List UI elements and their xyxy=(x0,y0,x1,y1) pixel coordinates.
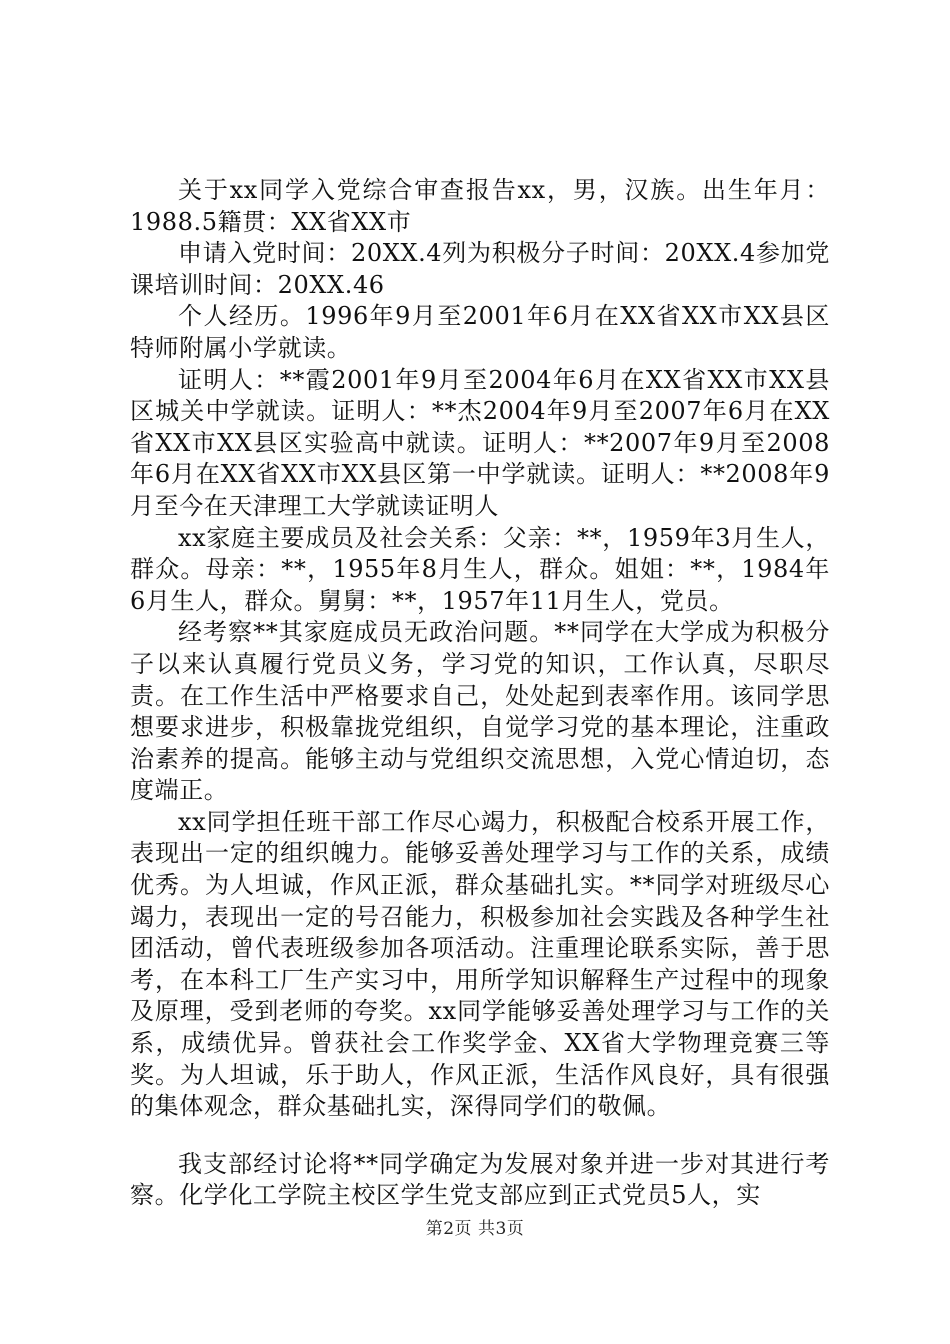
paragraph-performance: xx同学担任班干部工作尽心竭力，积极配合校系开展工作，表现出一定的组织魄力。能够妥善处理学习与工作的关系，成绩优秀。为人坦诚，作风正派，群众基础扎实。**同学对班级尽心竭力，表现出一定的号召能力，积极参加社会实践及各种学生社团活动，曾代表班级参加各项活动。注重理论联系实际，善于思考，在本科工厂生产实习中，用所学知识解释生产过程中的现象及原理，受到老师的夸奖。xx同学能够妥善处理学习与工作的关系，成绩优异。曾获社会工作奖学金、XX省大学物理竞赛三等奖。为人坦诚，乐于助人，作风正派，生活作风良好，具有很强的集体观念，群众基础扎实，深得同学们的敬佩。 xyxy=(130,807,830,1121)
document-body xyxy=(130,175,830,1212)
paragraph-application-dates: 申请入党时间：20XX.4列为积极分子时间：20XX.4参加党课培训时间：20XX.46 xyxy=(130,239,830,299)
paragraph-references: 证明人：**霞2001年9月至2004年6月在XX省XX市XX县区城关中学就读。证明人：**杰2004年9月至2007年6月在XX省XX市XX县区实验高中就读。证明人：**2007年9月至2008年6月在XX省XX市XX县区第一中学就读。证明人：**2008年9月至今在天津理工大学就读证明人 xyxy=(130,365,830,520)
paragraph-personal-history: 个人经历。1996年9月至2001年6月在XX省XX市XX县区特师附属小学就读。 xyxy=(130,302,830,362)
paragraph-family: xx家庭主要成员及社会关系：父亲：**，1959年3月生人，群众。母亲：**，1955年8月生人，群众。姐姐：**，1984年6月生人，群众。舅舅：**，1957年11月生人，党员。 xyxy=(130,523,830,615)
paragraph-evaluation: 经考察**其家庭成员无政治问题。**同学在大学成为积极分子以来认真履行党员义务，学习党的知识，工作认真，尽职尽责。在工作生活中严格要求自己，处处起到表率作用。该同学思想要求进步，积极靠拢党组织，自觉学习党的基本理论，注重政治素养的提高。能够主动与党组织交流思想，入党心情迫切，态度端正。 xyxy=(130,618,830,805)
paragraph-branch-decision: 我支部经讨论将**同学确定为发展对象并进一步对其进行考察。化学化工学院主校区学生党支部应到正式党员5人，实 xyxy=(130,1149,830,1210)
paragraph-gap xyxy=(130,1123,830,1149)
page-number-footer: 第2页 共3页 xyxy=(425,1219,525,1239)
paragraph-intro: 关于xx同学入党综合审查报告xx，男，汉族。出生年月：1988.5籍贯：XX省XX市 xyxy=(130,176,830,236)
